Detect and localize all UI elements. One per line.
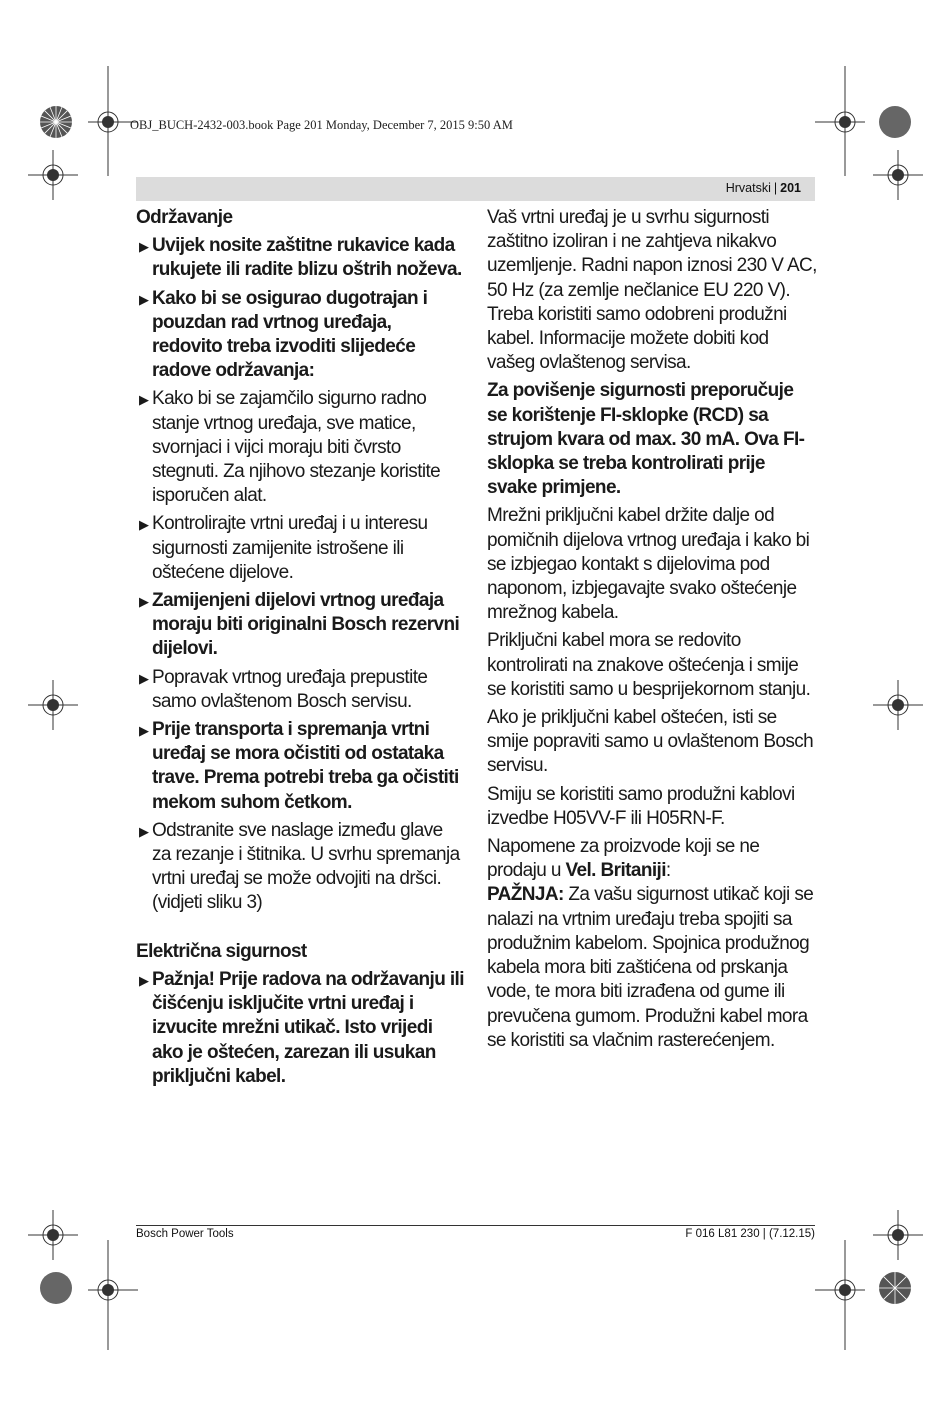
crosshair-bottom-left <box>88 1240 138 1350</box>
list-item-text: Kontrolirajte vrtni uređaj i u interesu sigurnosti zamijenite istrošene ili oštećene dijelove. <box>152 513 428 583</box>
paragraph-cable-check: Priključni kabel mora se redovito kontrolirati na znakove oštećenja i smije se koristiti samo u besprijekornom stanju. <box>487 630 811 700</box>
paragraph-rcd: Za povišenje sigurnosti preporučuje se korištenje FI-sklopke (RCD) sa strujom kvara od max. 30 mA. Ova FI-sklopka se treba kontrolirati prije svake primjene. <box>487 380 805 499</box>
list-item-text: Uvijek nosite zaštitne rukavice kada rukujete ili radite blizu oštrih noževa. <box>152 235 462 281</box>
footer-brand: Bosch Power Tools <box>136 1228 234 1240</box>
right-column <box>487 206 817 1057</box>
list-item <box>136 287 466 384</box>
header-language: Hrvatski <box>725 181 771 195</box>
footer-divider <box>136 1225 815 1226</box>
page-header-bar <box>136 177 815 201</box>
registration-mark-bottom-left-circle <box>38 1270 74 1306</box>
crosshair-left-lower <box>28 1210 78 1260</box>
triangle-bullet-icon: ▶ <box>139 239 149 255</box>
header-page-number: 201 <box>780 181 801 195</box>
uk-note-prefix: Napomene za proizvode koji se ne prodaju u <box>487 836 760 882</box>
left-column <box>136 206 466 1089</box>
uk-note-country: Vel. Britaniji <box>565 860 666 882</box>
list-item <box>136 589 466 662</box>
crosshair-right-middle <box>873 680 923 730</box>
uk-note-suffix: : <box>665 860 671 882</box>
warning-label: PAŽNJA: <box>487 884 564 906</box>
list-item <box>136 968 466 1089</box>
crosshair-left-upper <box>28 150 78 200</box>
triangle-bullet-icon: ▶ <box>139 392 149 408</box>
triangle-bullet-icon: ▶ <box>139 723 149 739</box>
list-item <box>136 819 466 916</box>
page-header <box>726 181 801 195</box>
electrical-safety-title: Električna sigurnost <box>136 940 307 962</box>
warning-text: Za vašu sigurnost utikač koji se nalazi na vrtnim uređaju treba spojiti sa produžnim kabelom. Spojnica produžnog kabela mora biti zaštićena od prskanja vode, te mora biti izrađena od gume ili prevučena gumom. Produžni kabel mora se koristiti sa vlačnim rasterećenjem. <box>487 884 814 1051</box>
footer-document-code: F 016 L81 230 | (7.12.15) <box>685 1228 815 1240</box>
crosshair-top-right <box>815 66 865 176</box>
crosshair-bottom-right <box>815 1240 865 1350</box>
registration-mark-top-left-circle <box>38 104 74 140</box>
header-separator: | <box>773 181 778 195</box>
list-item <box>136 234 466 282</box>
triangle-bullet-icon: ▶ <box>139 291 149 307</box>
triangle-bullet-icon: ▶ <box>139 594 149 610</box>
list-item-text: Kako bi se osigurao dugotrajan i pouzdan rad vrtnog uređaja, redovito treba izvoditi slijedeće radove održavanja: <box>152 287 428 382</box>
triangle-bullet-icon: ▶ <box>139 670 149 686</box>
list-item-text: Popravak vrtnog uređaja prepustite samo ovlaštenom Bosch servisu. <box>152 666 428 712</box>
paragraph-cable-repair: Ako je priključni kabel oštećen, isti se smije popraviti samo u ovlaštenom Bosch servisu. <box>487 707 814 777</box>
paragraph-insulation: Vaš vrtni uređaj je u svrhu sigurnosti zaštitno izoliran i ne zahtjeva nikakvo uzemljenje. Radni napon iznosi 230 V AC, 50 Hz (za zemlje nečlanice EU 220 V). Treba koristiti samo odobreni produžni kabel. Informacije možete dobiti kod vašeg ovlaštenog servisa. <box>487 207 817 374</box>
paragraph-uk-note <box>487 835 817 883</box>
crosshair-left-middle <box>28 680 78 730</box>
book-info-line: OBJ_BUCH-2432-003.book Page 201 Monday, December 7, 2015 9:50 AM <box>130 118 513 132</box>
registration-mark-top-right-circle <box>877 104 913 140</box>
paragraph-extension-types: Smiju se koristiti samo produžni kablovi izvedbe H05VV-F ili H05RN-F. <box>487 783 795 829</box>
list-item-text: Pažnja! Prije radova na održavanju ili čišćenju isključite vrtni uređaj i izvucite mrežni utikač. Isto vrijedi ako je oštećen, zarezan ili usukan priključni kabel. <box>152 968 464 1087</box>
paragraph-cable-away: Mrežni priključni kabel držite dalje od pomičnih dijelova vrtnog uređaja i kako bi se izbjegao kontakt s dijelovima pod naponom, izbjegavajte svako oštećenje mrežnog kabela. <box>487 505 810 624</box>
list-item-text: Kako bi se zajamčilo sigurno radno stanje vrtnog uređaja, sve matice, svornjaci i vijci moraju biti čvrsto stegnuti. Za njihovo stezanje koristite isporučen alat. <box>152 388 441 507</box>
crosshair-right-upper <box>873 150 923 200</box>
list-item-text: Odstranite sve naslage između glave za rezanje i štitnika. U svrhu spremanja vrtni uređaj se može odvojiti na dršci. (vidjeti sliku 3) <box>152 819 460 914</box>
crosshair-right-lower <box>873 1210 923 1260</box>
triangle-bullet-icon: ▶ <box>139 823 149 839</box>
list-item-text: Prije transporta i spremanja vrtni uređaj se mora očistiti od ostataka trave. Prema potrebi treba ga očistiti mekom suhom četkom. <box>152 719 459 813</box>
list-item-text: Zamijenjeni dijelovi vrtnog uređaja moraju biti originalni Bosch rezervni dijelovi. <box>152 590 460 660</box>
triangle-bullet-icon: ▶ <box>139 972 149 988</box>
list-item <box>136 387 466 508</box>
triangle-bullet-icon: ▶ <box>139 517 149 533</box>
paragraph-warning <box>487 883 817 1052</box>
list-item <box>136 718 466 815</box>
maintenance-title: Održavanje <box>136 207 233 228</box>
list-item <box>136 512 466 585</box>
registration-mark-bottom-right-circle <box>877 1270 913 1306</box>
list-item <box>136 666 466 714</box>
